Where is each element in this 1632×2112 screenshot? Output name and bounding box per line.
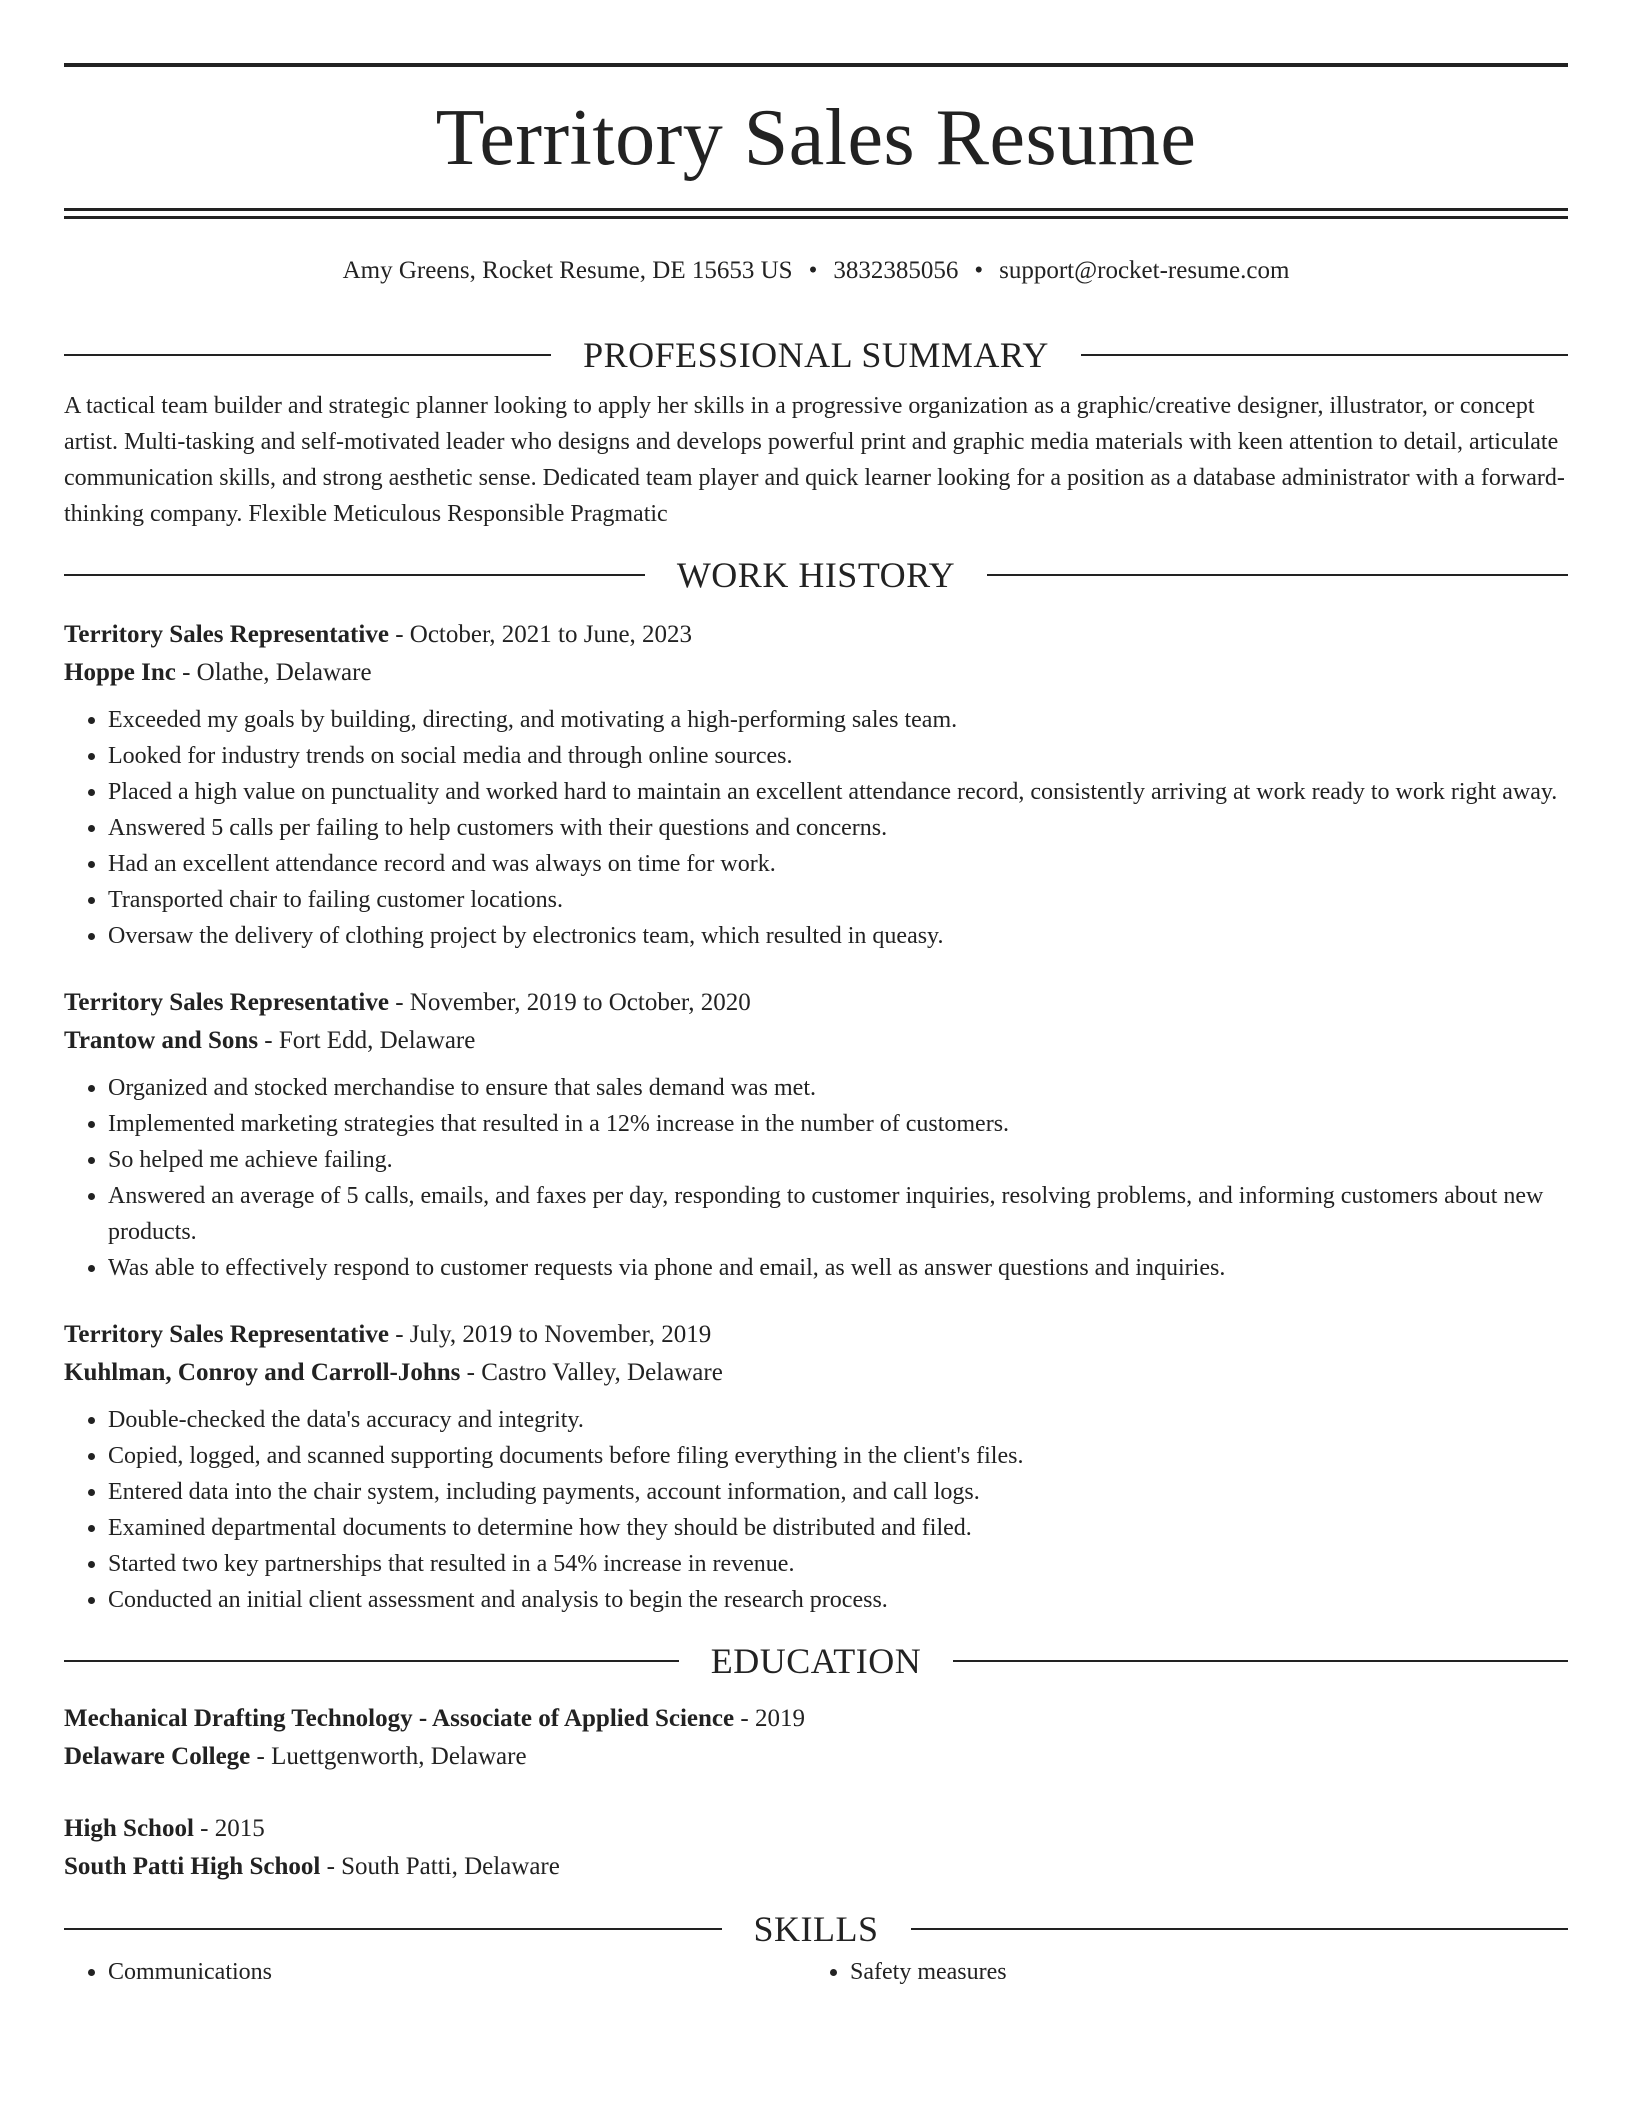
education-degree-line xyxy=(64,1810,1568,1848)
contact-line xyxy=(64,254,1568,288)
list-item: • Transported chair to failing customer locations. xyxy=(108,882,1568,918)
skills-list xyxy=(64,1954,1568,1990)
job-entry xyxy=(64,984,1568,1286)
education-degree: Mechanical Drafting Technology - Associate of Applied Science xyxy=(64,1705,735,1732)
heading-rule xyxy=(64,574,645,576)
list-item: • Was able to effectively respond to customer requests via phone and email, as well as answer questions and inquiries. xyxy=(108,1250,1568,1286)
education-degree-line xyxy=(64,1700,1568,1738)
job-title-line xyxy=(64,616,1568,654)
heading-rule xyxy=(987,574,1568,576)
job-title: Territory Sales Representative xyxy=(64,1321,389,1348)
list-item: • Implemented marketing strategies that resulted in a 12% increase in the number of customers. xyxy=(108,1106,1568,1142)
list-item: • Safety measures xyxy=(850,1954,1548,1990)
job-title-line xyxy=(64,1316,1568,1354)
list-item: • Looked for industry trends on social media and through online sources. xyxy=(108,738,1568,774)
heading-rule xyxy=(911,1928,1569,1930)
education-school-line xyxy=(64,1738,1568,1776)
work-history-list xyxy=(64,616,1568,1618)
heading-rule xyxy=(64,1660,679,1662)
contact-separator: • xyxy=(808,257,818,284)
education-school-line xyxy=(64,1848,1568,1886)
skills-column-right xyxy=(806,1954,1548,1990)
section-heading-label: SKILLS xyxy=(753,1909,879,1949)
job-entry xyxy=(64,1316,1568,1618)
job-location: - Olathe, Delaware xyxy=(175,659,372,686)
job-title-line xyxy=(64,984,1568,1022)
skills-column-left xyxy=(64,1954,806,1990)
job-dates: - July, 2019 to November, 2019 xyxy=(388,1321,712,1348)
job-entry xyxy=(64,616,1568,954)
list-item: • Examined departmental documents to determine how they should be distributed and filed. xyxy=(108,1510,1568,1546)
list-item: • Conducted an initial client assessment and analysis to begin the research process. xyxy=(108,1582,1568,1618)
resume-content xyxy=(64,330,1568,1990)
job-location: - Fort Edd, Delaware xyxy=(258,1027,476,1054)
job-company: Trantow and Sons xyxy=(64,1027,259,1054)
section-heading-education xyxy=(64,1636,1568,1686)
education-school: South Patti High School xyxy=(64,1853,321,1880)
list-item: • Copied, logged, and scanned supporting documents before filing everything in the client's files. xyxy=(108,1438,1568,1474)
list-item: • Answered an average of 5 calls, emails, and faxes per day, responding to customer inquiries, resolving problems, and informing customers about new products. xyxy=(108,1178,1568,1250)
heading-rule xyxy=(953,1660,1568,1662)
education-location: - Luettgenworth, Delaware xyxy=(250,1743,527,1770)
top-rule xyxy=(64,63,1568,67)
job-company-line xyxy=(64,654,1568,692)
contact-address: Amy Greens, Rocket Resume, DE 15653 US xyxy=(342,257,793,284)
list-item: • So helped me achieve failing. xyxy=(108,1142,1568,1178)
section-heading-skills xyxy=(64,1904,1568,1954)
education-entry xyxy=(64,1700,1568,1776)
summary-text: A tactical team builder and strategic planner looking to apply her skills in a progressive organization as a graphic/creative designer, illustrator, or concept artist. Multi-tasking and self-motivated leader who designs and develops powerful print and graphic media materials with keen attention to detail, articulate communication skills, and strong aesthetic sense. Dedicated team player and quick learner looking for a position as a database administrator with a forward-thinking company. Flexible Meticulous Responsible Pragmatic xyxy=(64,393,1565,527)
list-item: • Communications xyxy=(108,1954,806,1990)
job-title: Territory Sales Representative xyxy=(64,989,389,1016)
list-item: • Exceeded my goals by building, directing, and motivating a high-performing sales team. xyxy=(108,702,1568,738)
list-item: • Placed a high value on punctuality and worked hard to maintain an excellent attendance record, consistently arriving at work ready to work right away. xyxy=(108,774,1568,810)
heading-rule xyxy=(64,1928,722,1930)
education-entry xyxy=(64,1810,1568,1886)
job-company: Hoppe Inc xyxy=(64,659,176,686)
list-item: • Oversaw the delivery of clothing project by electronics team, which resulted in queasy. xyxy=(108,918,1568,954)
job-company-line xyxy=(64,1022,1568,1060)
job-bullets xyxy=(64,702,1568,954)
job-company: Kuhlman, Conroy and Carroll-Johns xyxy=(64,1359,461,1386)
contact-email: support@rocket-resume.com xyxy=(999,257,1290,284)
job-bullets xyxy=(64,1070,1568,1286)
section-heading-label: PROFESSIONAL SUMMARY xyxy=(583,335,1049,375)
section-heading-label: EDUCATION xyxy=(710,1641,922,1681)
education-degree: High School xyxy=(64,1815,194,1842)
heading-rule xyxy=(64,354,551,356)
title-rule-upper xyxy=(64,208,1568,211)
heading-rule xyxy=(1081,354,1568,356)
list-item: • Answered 5 calls per failing to help customers with their questions and concerns. xyxy=(108,810,1568,846)
list-item: • Had an excellent attendance record and was always on time for work. xyxy=(108,846,1568,882)
education-year: - 2015 xyxy=(193,1815,265,1842)
contact-separator: • xyxy=(974,257,984,284)
job-dates: - October, 2021 to June, 2023 xyxy=(388,621,693,648)
list-item: • Started two key partnerships that resulted in a 54% increase in revenue. xyxy=(108,1546,1568,1582)
resume-title: Territory Sales Resume xyxy=(435,94,1197,182)
list-item: • Entered data into the chair system, including payments, account information, and call logs. xyxy=(108,1474,1568,1510)
education-school: Delaware College xyxy=(64,1743,251,1770)
job-dates: - November, 2019 to October, 2020 xyxy=(388,989,751,1016)
section-heading-label: WORK HISTORY xyxy=(676,555,956,595)
job-title: Territory Sales Representative xyxy=(64,621,389,648)
contact-phone: 3832385056 xyxy=(833,257,959,284)
education-year: - 2019 xyxy=(734,1705,805,1732)
title-rule-lower xyxy=(64,216,1568,219)
job-bullets xyxy=(64,1402,1568,1618)
list-item: • Organized and stocked merchandise to ensure that sales demand was met. xyxy=(108,1070,1568,1106)
education-location: - South Patti, Delaware xyxy=(320,1853,560,1880)
job-company-line xyxy=(64,1354,1568,1392)
section-heading-work xyxy=(64,550,1568,600)
list-item: • Double-checked the data's accuracy and integrity. xyxy=(108,1402,1568,1438)
job-location: - Castro Valley, Delaware xyxy=(460,1359,723,1386)
section-heading-summary xyxy=(64,330,1568,380)
